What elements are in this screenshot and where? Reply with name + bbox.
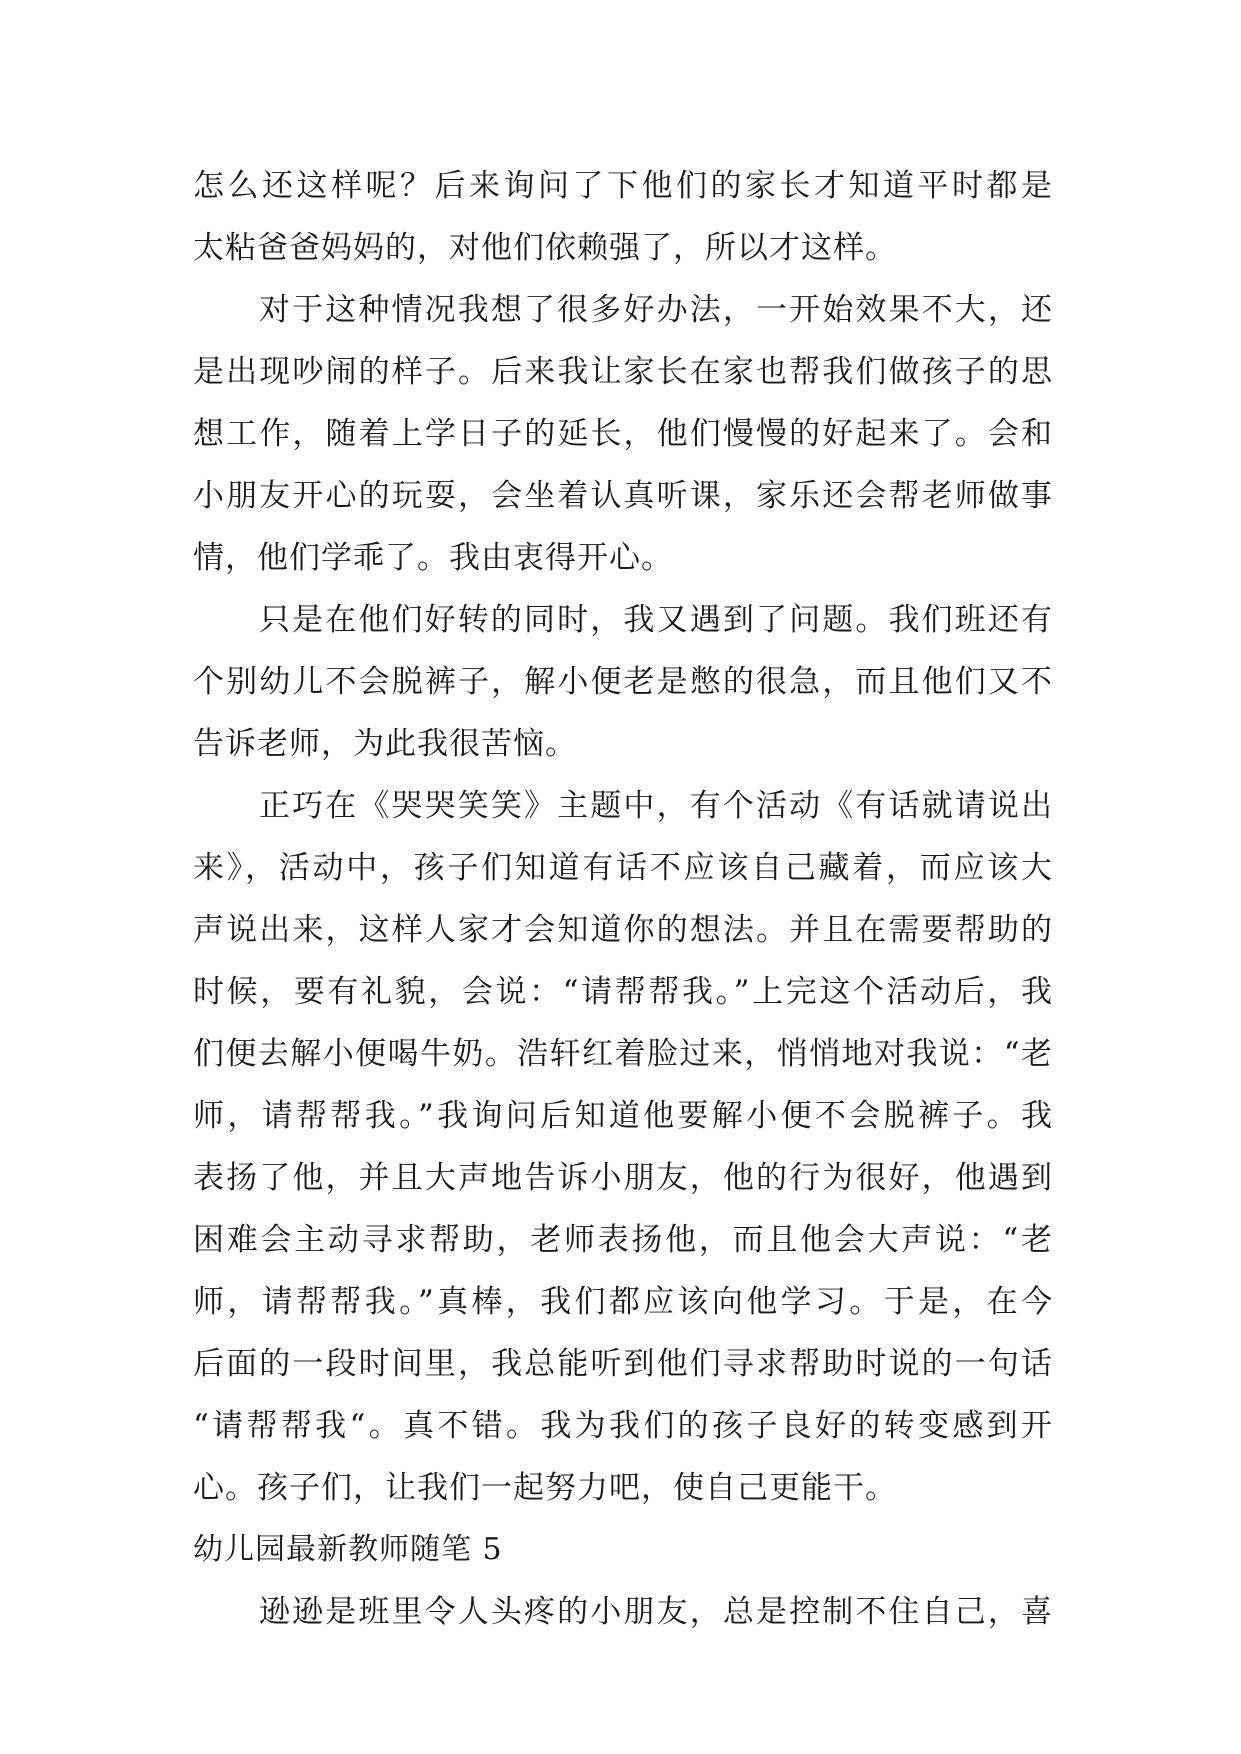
text-line: 想工作，随着上学日子的延长，他们慢慢的好起来了。会和 [193, 416, 1053, 452]
text-line: 只是在他们好转的同时，我又遇到了问题。我们班还有 [259, 602, 1053, 638]
text-line: 师，请帮帮我。”真棒，我们都应该向他学习。于是，在今 [193, 1284, 1053, 1320]
text-line: 声说出来，这样人家才会知道你的想法。并且在需要帮助的 [193, 912, 1053, 948]
text-line: 来》，活动中，孩子们知道有话不应该自己藏着，而应该大 [193, 850, 1053, 886]
text-line: 是出现吵闹的样子。后来我让家长在家也帮我们做孩子的思 [193, 354, 1053, 390]
text-line: 怎么还这样呢？后来询问了下他们的家长才知道平时都是 [193, 168, 1053, 204]
text-line: 对于这种情况我想了很多好办法，一开始效果不大，还 [259, 292, 1053, 328]
text-line: 时候，要有礼貌，会说：“请帮帮我。”上完这个活动后，我 [193, 974, 1053, 1010]
text-line: 情，他们学乖了。我由衷得开心。 [193, 540, 673, 576]
paragraph-3 [193, 589, 1053, 775]
text-line: 们便去解小便喝牛奶。浩轩红着脸过来，悄悄地对我说：“老 [193, 1036, 1053, 1072]
text-line: 告诉老师，为此我很苦恼。 [193, 726, 577, 762]
text-line: 心。孩子们，让我们一起努力吧，使自己更能干。 [193, 1470, 897, 1506]
text-line: 师，请帮帮我。”我询问后知道他要解小便不会脱裤子。我 [193, 1098, 1053, 1134]
paragraph-2 [193, 279, 1053, 589]
paragraph-5 [193, 1581, 1053, 1643]
paragraph-4 [193, 775, 1053, 1519]
text-line: 小朋友开心的玩耍，会坐着认真听课，家乐还会帮老师做事 [193, 478, 1053, 514]
paragraph-1 [193, 155, 1053, 279]
text-line: 正巧在《哭哭笑笑》主题中，有个活动《有话就请说出 [259, 788, 1053, 824]
section-heading: 幼儿园最新教师随笔 5 [193, 1532, 503, 1567]
text-line: 后面的一段时间里，我总能听到他们寻求帮助时说的一句话 [193, 1346, 1053, 1382]
text-line: 个别幼儿不会脱裤子，解小便老是憋的很急，而且他们又不 [193, 664, 1053, 700]
text-line: 困难会主动寻求帮助，老师表扬他，而且他会大声说：“老 [193, 1222, 1053, 1258]
text-line: 表扬了他，并且大声地告诉小朋友，他的行为很好，他遇到 [193, 1160, 1053, 1196]
text-line: “请帮帮我“。真不错。我为我们的孩子良好的转变感到开 [193, 1408, 1053, 1444]
text-line: 太粘爸爸妈妈的，对他们依赖强了，所以才这样。 [193, 230, 897, 266]
text-line: 逊逊是班里令人头疼的小朋友，总是控制不住自己，喜 [259, 1594, 1053, 1630]
document-page [193, 155, 1053, 1643]
